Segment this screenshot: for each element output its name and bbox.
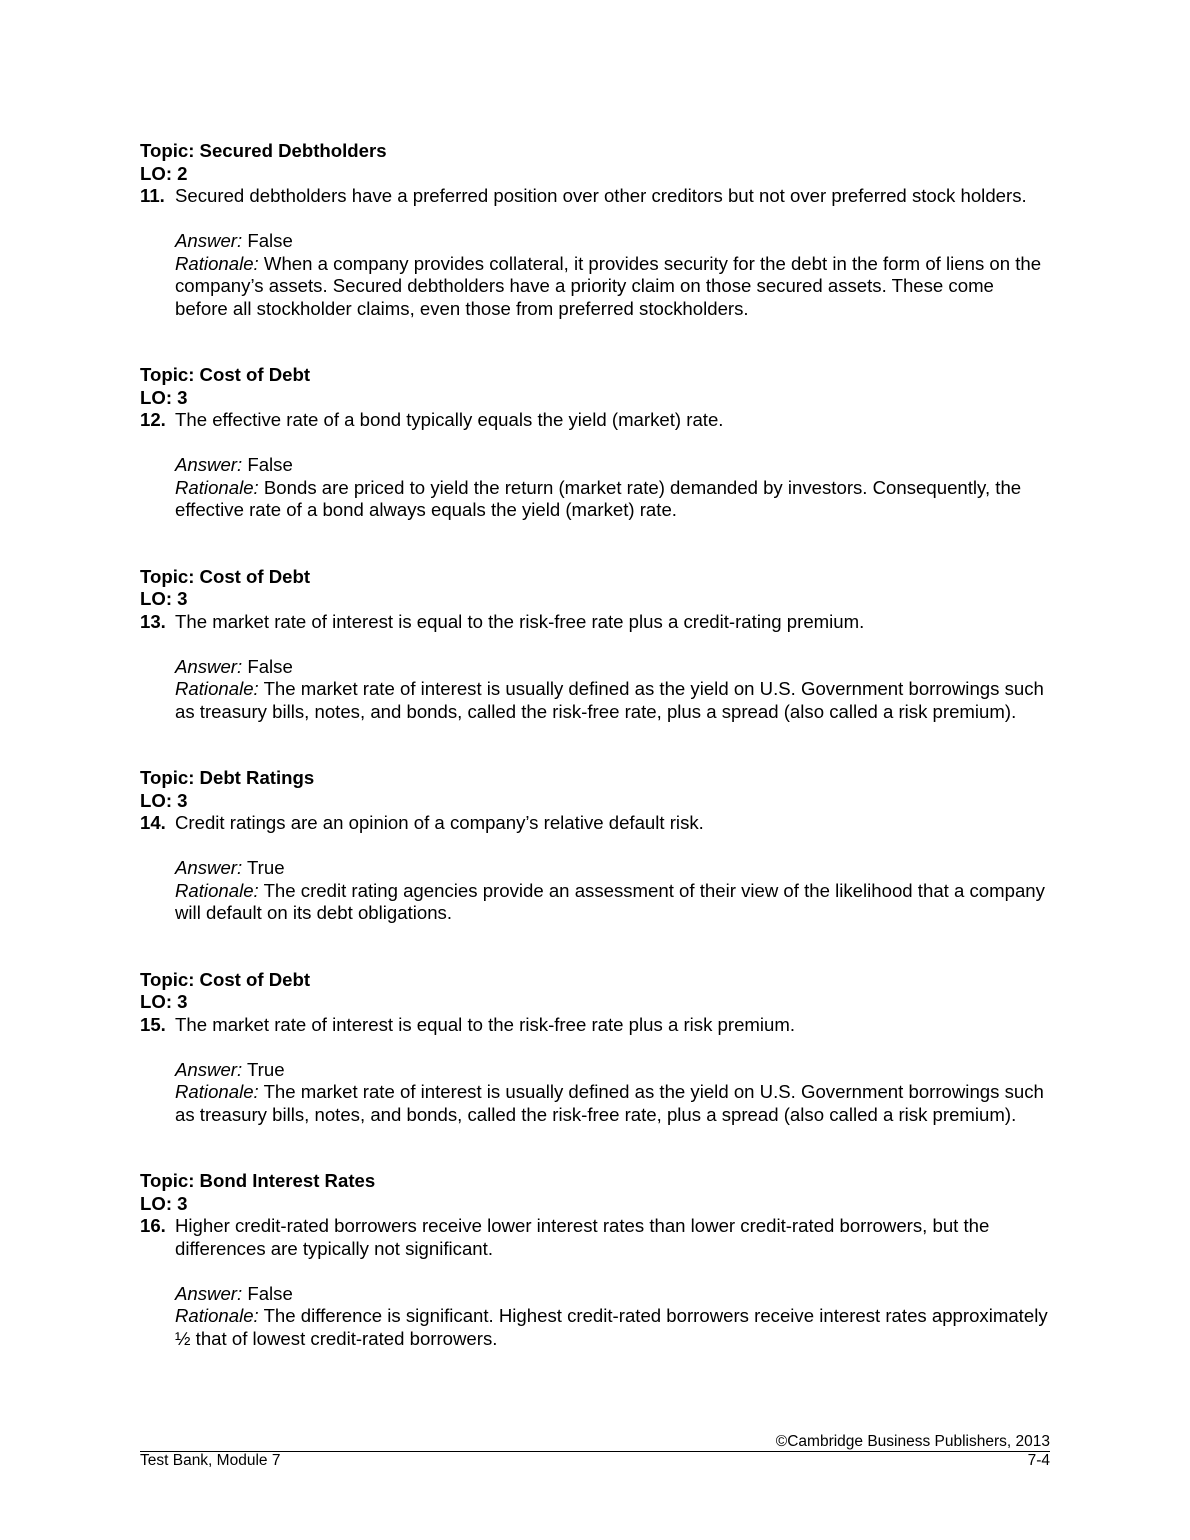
question-number: 14. xyxy=(140,812,166,833)
question-text: Higher credit-rated borrowers receive lower interest rates than lower credit-rated borrowers, but the differences are typically not significant. xyxy=(175,1215,990,1259)
rationale-label: Rationale: xyxy=(175,476,259,498)
rationale-text: The credit rating agencies provide an assessment of their view of the likelihood that a company will default on its debt obligations. xyxy=(175,879,1045,923)
rationale-line xyxy=(175,880,1050,925)
question-number: 11. xyxy=(140,185,165,206)
question-number: 13. xyxy=(140,610,166,632)
rationale-line xyxy=(175,253,1050,321)
question-14 xyxy=(140,767,1050,925)
answer-value: False xyxy=(247,454,293,475)
question-row xyxy=(140,185,1050,208)
question-lo: LO: 3 xyxy=(140,1192,188,1214)
rationale-line xyxy=(175,1305,1050,1350)
answer-line xyxy=(175,857,1050,880)
question-12 xyxy=(140,364,1050,522)
rationale-label: Rationale: xyxy=(175,1305,259,1326)
answer-value: True xyxy=(247,1058,285,1080)
question-lo: LO: 2 xyxy=(140,162,188,184)
question-number: 15. xyxy=(140,1013,166,1035)
question-text: Secured debtholders have a preferred position over other creditors but not over preferred stock holders. xyxy=(175,185,1027,206)
footer-copyright: ©Cambridge Business Publishers, 2013 xyxy=(775,1433,1050,1450)
answer-value: True xyxy=(247,857,285,878)
rationale-text: The market rate of interest is usually defined as the yield on U.S. Government borrowings such as treasury bills, notes, and bonds, called the risk-free rate, plus a spread (also called a risk premium). xyxy=(175,678,1044,722)
question-row xyxy=(140,1014,1050,1037)
rationale-text: The market rate of interest is usually defined as the yield on U.S. Government borrowings such as treasury bills, notes, and bonds, called the risk-free rate, plus a spread (also called a risk premium). xyxy=(175,1081,1044,1125)
question-number: 16. xyxy=(140,1215,166,1236)
question-lo: LO: 3 xyxy=(140,386,188,408)
question-15 xyxy=(140,969,1050,1127)
document-body xyxy=(140,140,1050,1394)
answer-label: Answer: xyxy=(175,1282,243,1304)
answer-line xyxy=(175,1059,1050,1082)
question-topic: Topic: Secured Debtholders xyxy=(140,140,387,161)
question-topic: Topic: Cost of Debt xyxy=(140,364,311,385)
answer-label: Answer: xyxy=(175,454,243,475)
question-lo: LO: 3 xyxy=(140,588,188,609)
question-16 xyxy=(140,1170,1050,1350)
rationale-text: The difference is significant. Highest credit-rated borrowers receive interest rates approximately ½ that of lowest credit-rated borrowers. xyxy=(175,1305,1048,1349)
answer-line xyxy=(175,454,1050,477)
answer-line xyxy=(175,656,1050,679)
rationale-line xyxy=(175,1081,1050,1126)
question-13 xyxy=(140,566,1050,724)
rationale-text: When a company provides collateral, it provides security for the debt in the form of liens on the company’s assets. Secured debtholders have a priority claim on those secured assets. These come before all stockholder claims, even those from preferred stockholders. xyxy=(175,252,1042,319)
question-lo: LO: 3 xyxy=(140,789,188,811)
rationale-line xyxy=(175,477,1050,522)
rationale-label: Rationale: xyxy=(175,252,259,274)
question-row xyxy=(140,1215,1050,1260)
answer-label: Answer: xyxy=(175,655,243,677)
question-lo: LO: 3 xyxy=(140,991,188,1012)
question-text: The market rate of interest is equal to the risk-free rate plus a risk premium. xyxy=(175,1013,796,1035)
question-text: The effective rate of a bond typically equals the yield (market) rate. xyxy=(175,409,724,430)
answer-value: False xyxy=(247,655,293,677)
answer-line xyxy=(175,230,1050,253)
rationale-line xyxy=(175,678,1050,723)
question-number: 12. xyxy=(140,409,166,430)
question-11 xyxy=(140,140,1050,320)
rationale-label: Rationale: xyxy=(175,879,259,901)
rationale-label: Rationale: xyxy=(175,678,259,699)
footer-page-number: 7-4 xyxy=(1027,1452,1050,1469)
question-text: The market rate of interest is equal to the risk-free rate plus a credit-rating premium. xyxy=(175,610,865,632)
question-row xyxy=(140,611,1050,634)
answer-line xyxy=(175,1283,1050,1306)
answer-value: False xyxy=(247,1282,293,1304)
question-topic: Topic: Debt Ratings xyxy=(140,767,315,788)
question-topic: Topic: Cost of Debt xyxy=(140,565,311,587)
question-topic: Topic: Cost of Debt xyxy=(140,968,311,990)
answer-label: Answer: xyxy=(175,230,243,251)
rationale-text: Bonds are priced to yield the return (market rate) demanded by investors. Consequently, the effective rate of a bond always equals the yield (market) rate. xyxy=(175,476,1022,520)
answer-label: Answer: xyxy=(175,1058,243,1080)
question-topic: Topic: Bond Interest Rates xyxy=(140,1170,376,1191)
answer-label: Answer: xyxy=(175,857,243,878)
question-row xyxy=(140,409,1050,432)
question-text: Credit ratings are an opinion of a company’s relative default risk. xyxy=(175,812,704,833)
footer-module: Test Bank, Module 7 xyxy=(140,1452,281,1469)
answer-value: False xyxy=(247,230,293,251)
question-row xyxy=(140,812,1050,835)
rationale-label: Rationale: xyxy=(175,1081,259,1102)
